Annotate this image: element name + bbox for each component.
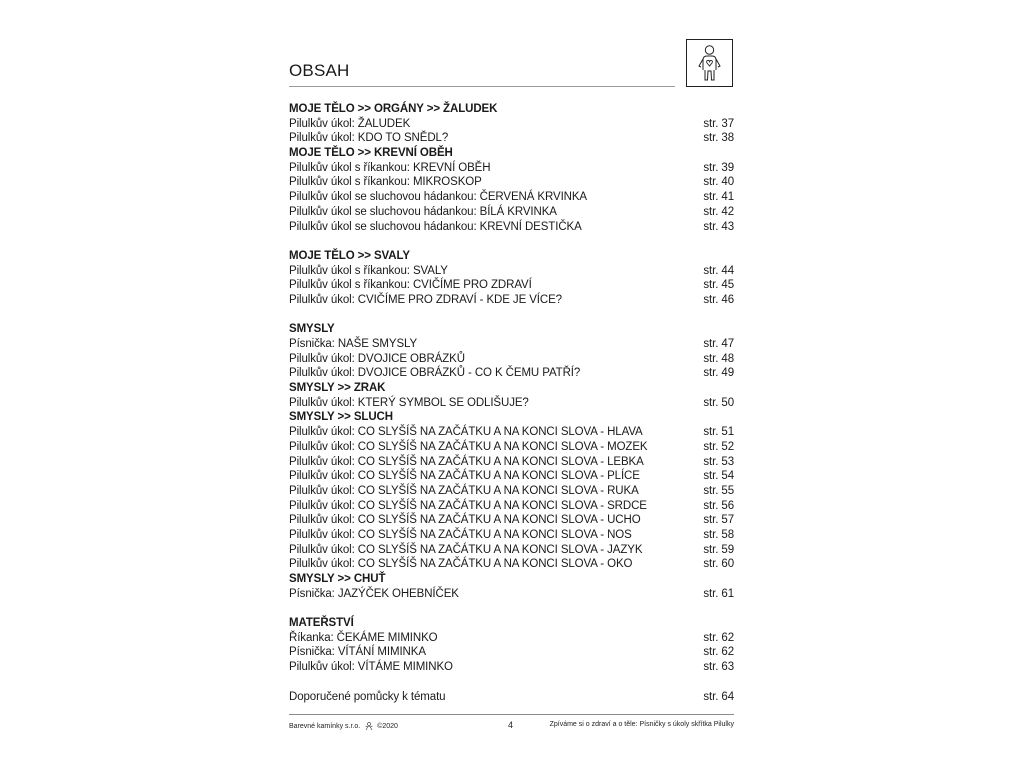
toc-entry [289,337,734,352]
toc-entry [289,690,734,705]
toc-entry [289,484,734,499]
toc-spacer [289,601,734,616]
toc-section-heading [289,146,734,161]
entry-page: str. 63 [703,661,734,674]
toc-entry [289,469,734,484]
toc-entry [289,440,734,455]
entry-page: str. 56 [703,499,734,512]
entry-page: str. 49 [703,367,734,380]
footer-divider [289,714,734,715]
toc-entry [289,631,734,646]
entry-page: str. 51 [703,426,734,439]
entry-title: Pilulkův úkol: DVOJICE OBRÁZKŮ [289,352,465,365]
entry-page: str. 44 [703,264,734,277]
toc-entry [289,499,734,514]
entry-title: Pilulkův úkol: CO SLYŠÍŠ NA ZAČÁTKU A NA KONCI SLOVA - JAZYK [289,543,643,556]
toc-entry [289,513,734,528]
entry-page: str. 53 [703,455,734,468]
entry-page: str. 62 [703,631,734,644]
toc-section-heading [289,102,734,117]
entry-page: str. 54 [703,470,734,483]
entry-page: str. 64 [703,690,734,703]
entry-page: str. 50 [703,396,734,409]
entry-title: Pilulkův úkol: ŽALUDEK [289,117,411,130]
section-title: SMYSLY [289,323,335,336]
entry-page: str. 46 [703,293,734,306]
entry-page: str. 41 [703,191,734,204]
entry-title: Pilulkův úkol: CO SLYŠÍŠ NA ZAČÁTKU A NA KONCI SLOVA - MOZEK [289,440,648,453]
entry-title: Písnička: JAZÝČEK OHEBNÍČEK [289,587,459,600]
toc-spacer [289,308,734,323]
toc-entry [289,455,734,470]
copyright: ©2020 [377,722,398,730]
entry-page: str. 55 [703,484,734,497]
section-title: SMYSLY >> ZRAK [289,382,386,395]
toc-entry [289,117,734,132]
entry-title: Pilulkův úkol: VÍTÁME MIMINKO [289,661,453,674]
entry-title: Pilulkův úkol s říkankou: KREVNÍ OBĚH [289,161,491,174]
pebble-logo-icon [364,721,374,731]
toc-entry [289,131,734,146]
entry-title: Pilulkův úkol se sluchovou hádankou: BÍLÁ KRVINKA [289,205,557,218]
entry-page: str. 59 [703,543,734,556]
toc-entry [289,645,734,660]
toc-entry [289,161,734,176]
entry-title: Písnička: NAŠE SMYSLY [289,338,418,350]
toc-section-heading [289,381,734,396]
toc-entry [289,366,734,381]
entry-page: str. 42 [703,205,734,218]
toc-entry [289,352,734,367]
entry-page: str. 62 [703,646,734,659]
entry-title: Pilulkův úkol: KDO TO SNĚDL? [289,132,449,145]
section-title: MATEŘSTVÍ [289,617,354,630]
entry-page: str. 43 [703,220,734,233]
toc-section-heading [289,410,734,425]
entry-title: Písnička: VÍTÁNÍ MIMINKA [289,646,426,659]
entry-title: Doporučené pomůcky k tématu [289,690,446,703]
entry-title: Pilulkův úkol: CO SLYŠÍŠ NA ZAČÁTKU A NA KONCI SLOVA - LEBKA [289,455,644,468]
entry-title: Pilulkův úkol: KTERÝ SYMBOL SE ODLIŠUJE? [289,396,529,409]
toc-section-heading [289,616,734,631]
toc-entry [289,396,734,411]
entry-title: Pilulkův úkol se sluchovou hádankou: KREVNÍ DESTIČKA [289,220,582,233]
entry-title: Pilulkův úkol: DVOJICE OBRÁZKŮ - CO K ČEMU PATŘÍ? [289,367,581,380]
section-title: SMYSLY >> CHUŤ [289,573,386,585]
child-heart-icon [686,39,733,87]
entry-page: str. 40 [703,176,734,189]
entry-title: Říkanka: ČEKÁME MIMINKO [289,631,438,644]
toc-entry [289,587,734,602]
toc-entry [289,190,734,205]
toc-entry [289,205,734,220]
entry-title: Pilulkův úkol: CO SLYŠÍŠ NA ZAČÁTKU A NA KONCI SLOVA - UCHO [289,514,641,527]
toc-section-heading [289,572,734,587]
footer-publisher [289,721,398,731]
toc-entry [289,175,734,190]
entry-page: str. 47 [703,338,734,350]
entry-page: str. 58 [703,528,734,541]
entry-title: Pilulkův úkol se sluchovou hádankou: ČERVENÁ KRVINKA [289,191,588,204]
section-title: MOJE TĚLO >> SVALY [289,249,410,262]
toc-entry [289,557,734,572]
entry-title: Pilulkův úkol: CO SLYŠÍŠ NA ZAČÁTKU A NA KONCI SLOVA - RUKA [289,484,639,497]
toc-section-heading [289,322,734,337]
toc-section-heading [289,249,734,264]
entry-page: str. 57 [703,514,734,527]
entry-title: Pilulkův úkol s říkankou: CVIČÍME PRO ZDRAVÍ [289,279,532,292]
entry-title: Pilulkův úkol s říkankou: SVALY [289,264,448,277]
publisher-name: Barevné kamínky s.r.o. [289,722,361,730]
entry-page: str. 52 [703,440,734,453]
entry-title: Pilulkův úkol: CO SLYŠÍŠ NA ZAČÁTKU A NA KONCI SLOVA - PLÍCE [289,470,640,483]
toc-entry [289,293,734,308]
toc-spacer [289,234,734,249]
entry-page: str. 38 [703,132,734,145]
toc-entry [289,278,734,293]
entry-page: str. 37 [703,117,734,130]
entry-title: Pilulkův úkol: CO SLYŠÍŠ NA ZAČÁTKU A NA KONCI SLOVA - OKO [289,558,633,571]
entry-title: Pilulkův úkol: CVIČÍME PRO ZDRAVÍ - KDE JE VÍCE? [289,293,562,306]
entry-title: Pilulkův úkol: CO SLYŠÍŠ NA ZAČÁTKU A NA KONCI SLOVA - HLAVA [289,426,643,439]
page-title: OBSAH [289,61,350,80]
toc-entry [289,264,734,279]
entry-title: Pilulkův úkol s říkankou: MIKROSKOP [289,176,482,189]
entry-page: str. 61 [703,587,734,600]
toc-entry [289,425,734,440]
entry-title: Pilulkův úkol: CO SLYŠÍŠ NA ZAČÁTKU A NA KONCI SLOVA - SRDCE [289,499,647,512]
entry-title: Pilulkův úkol: CO SLYŠÍŠ NA ZAČÁTKU A NA KONCI SLOVA - NOS [289,528,632,541]
section-title: MOJE TĚLO >> KREVNÍ OBĚH [289,147,453,160]
entry-page: str. 39 [703,161,734,174]
toc-entry [289,543,734,558]
entry-page: str. 45 [703,279,734,292]
toc-entry [289,220,734,235]
section-title: SMYSLY >> SLUCH [289,411,393,424]
toc-spacer [289,675,734,690]
title-divider [289,86,675,87]
entry-page: str. 48 [703,352,734,365]
table-of-contents [289,102,734,704]
entry-page: str. 60 [703,558,734,571]
toc-entry [289,528,734,543]
book-title: Zpíváme si o zdraví a o těle: Písničky s úkoly skřítka Pilulky [549,721,734,728]
toc-entry [289,660,734,675]
section-title: MOJE TĚLO >> ORGÁNY >> ŽALUDEK [289,103,498,115]
page-number: 4 [508,720,514,730]
